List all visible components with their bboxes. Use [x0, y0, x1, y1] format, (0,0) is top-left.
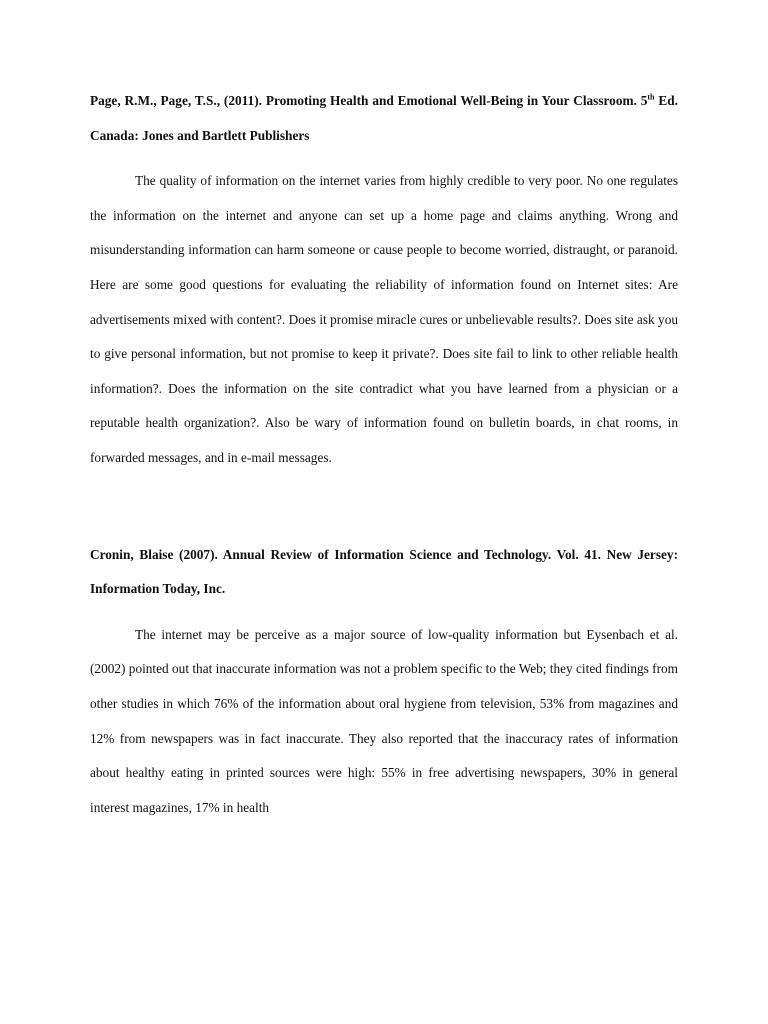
- spacer: [90, 607, 678, 618]
- spacer: [90, 476, 678, 538]
- citation-page-2011: [90, 84, 678, 153]
- paragraph-internet-quality: The quality of information on the internet varies from highly credible to very poor. No one regulates the information on the internet and anyone can set up a home page and claims anything. Wrong and misunderstanding information can harm someone or cause people to become worried, distraught, or paranoid. Here are some good questions for evaluating the reliability of information found on Internet sites: Are advertisements mixed with content?. Does it promise miracle cures or unbelievable results?. Does site ask you to give personal information, but not promise to keep it private?. Does site fail to link to other reliable health information?. Does the information on the site contradict what you have learned from a physician or a reputable health organization?. Also be wary of information found on bulletin boards, in chat rooms, in forwarded messages, and in e-mail messages.: [90, 173, 678, 465]
- document-page: [90, 84, 678, 825]
- citation-text: Page, R.M., Page, T.S., (2011). Promoting Health and Emotional Well-Being in Your Classroom. 5: [90, 93, 648, 108]
- citation-text-continued: Ed. Canada: Jones and Bartlett Publishers: [90, 93, 678, 143]
- edition-superscript: th: [647, 92, 655, 102]
- citation-cronin-2007: Cronin, Blaise (2007). Annual Review of Information Science and Technology. Vol. 41. New Jersey: Information Today, Inc.: [90, 546, 678, 597]
- paragraph-inaccurate-information: The internet may be perceive as a major source of low-quality information but Eysenbach et al. (2002) pointed out that inaccurate information was not a problem specific to the Web; they cited findings from other studies in which 76% of the information about oral hygiene from television, 53% from magazines and 12% from newspapers was in fact inaccurate. They also reported that the inaccuracy rates of information about healthy eating in printed sources were high: 55% in free advertising newspapers, 30% in general interest magazines, 17% in health: [90, 626, 678, 815]
- spacer: [90, 153, 678, 164]
